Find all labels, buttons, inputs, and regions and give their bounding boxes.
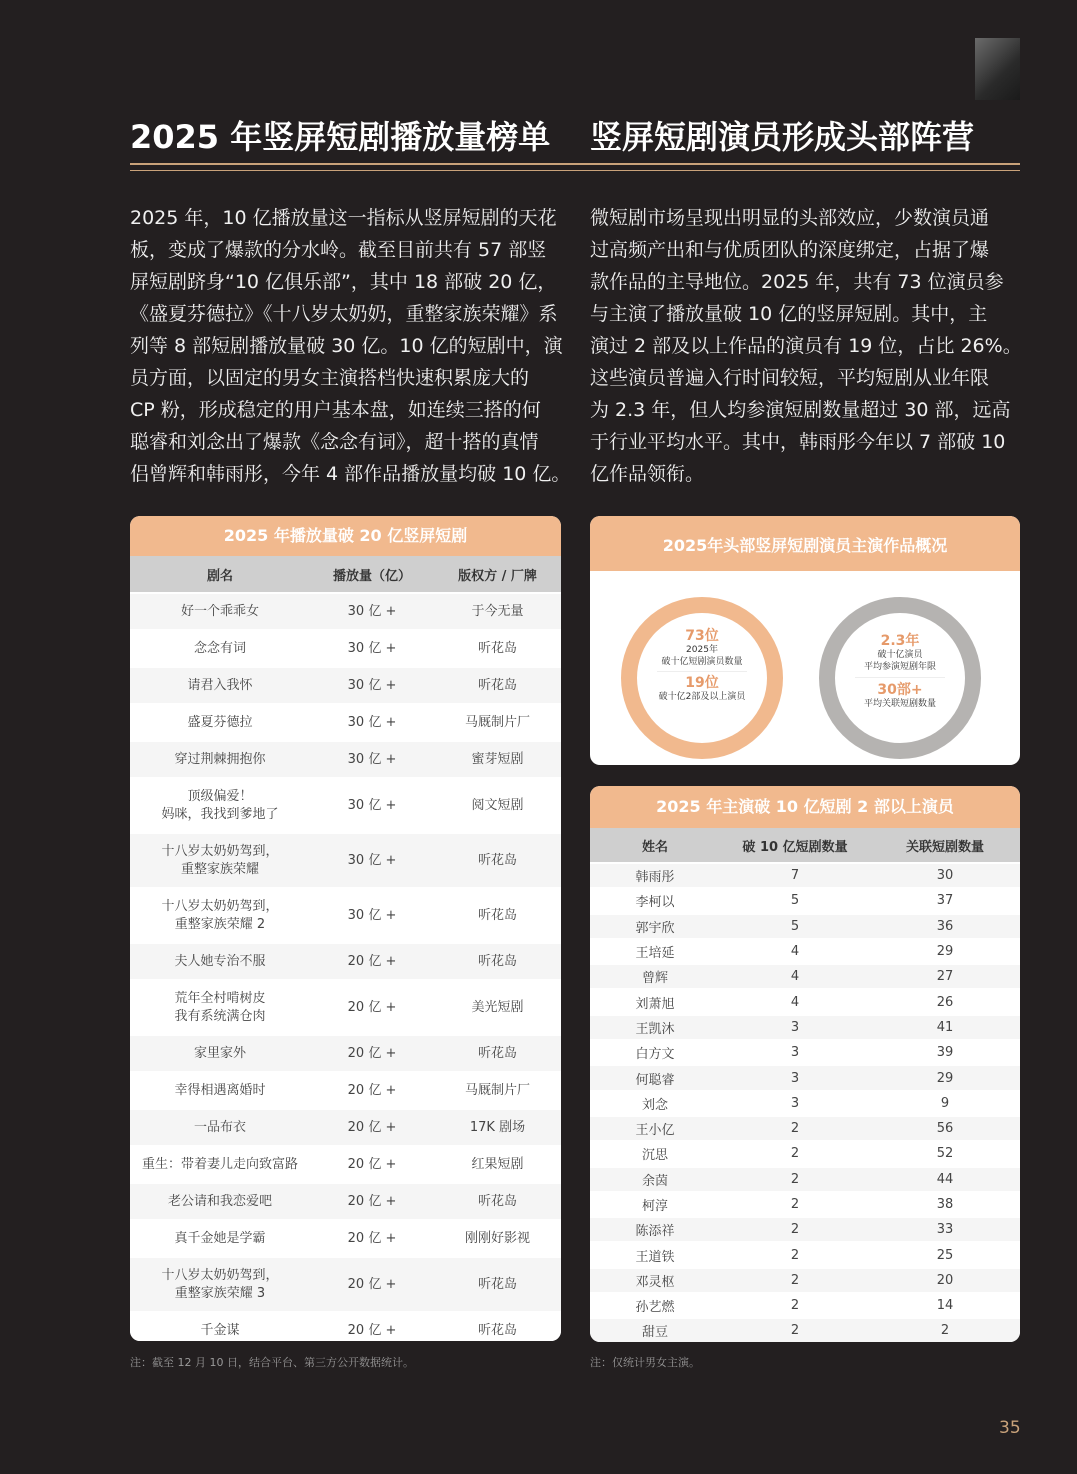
drama-title-line: 念念有词 (193, 640, 246, 656)
actor-hit-count: 3 (720, 1015, 870, 1040)
actor-hit-count: 2 (720, 1192, 870, 1217)
drama-title (130, 1072, 310, 1109)
drama-owner: 听花岛 (434, 943, 561, 980)
table-row (130, 1220, 561, 1257)
paragraph-line: 微短剧市场呈现出明显的头部效应，少数演员通 (590, 207, 990, 229)
table-row (590, 989, 1020, 1014)
drama-owner: 美光短剧 (434, 980, 561, 1035)
paragraph-left (130, 202, 571, 490)
drama-title (130, 980, 310, 1035)
drama-owner: 马厩制片厂 (434, 704, 561, 741)
drama-owner: 听花岛 (434, 888, 561, 943)
drama-views: 30 亿 + (310, 833, 434, 888)
drama-title-line: 重生：带着妻儿走向致富路 (141, 1156, 298, 1172)
drama-title (130, 704, 310, 741)
actor-related-count: 30 (870, 863, 1020, 888)
actor-related-count: 9 (870, 1091, 1020, 1116)
drama-title-line: 真千金她是学霸 (174, 1230, 266, 1246)
drama-title-line: 妈咪，我找到爹地了 (161, 806, 279, 822)
drama-title-line: 荒年全村啃树皮 (174, 990, 266, 1006)
actor-related-count: 39 (870, 1040, 1020, 1065)
table-row (590, 1065, 1020, 1090)
table-row (590, 1091, 1020, 1116)
actors-table-card (590, 786, 1020, 1342)
table-row (590, 1268, 1020, 1293)
table-row (130, 1035, 561, 1072)
actor-hit-count: 7 (720, 863, 870, 888)
drama-owner: 听花岛 (434, 667, 561, 704)
paragraph-line: 聪睿和刘念出了爆款《念念有词》，超十搭的真情 (130, 431, 539, 453)
actor-related-count: 27 (870, 964, 1020, 989)
paragraph-line: 于行业平均水平。其中，韩雨彤今年以 7 部破 10 (590, 431, 1006, 453)
drama-title-line: 盛夏芬德拉 (187, 714, 253, 730)
drama-title-line: 十八岁太奶奶驾到， (161, 843, 279, 859)
paragraph-line: 为 2.3 年，但人均参演短剧数量超过 30 部，远高 (590, 399, 1011, 421)
drama-owner: 17K 剧场 (434, 1109, 561, 1146)
paragraph-right (590, 202, 1022, 490)
views-table (130, 556, 561, 1341)
drama-title-line: 请君入我怀 (187, 677, 253, 693)
drama-title (130, 1257, 310, 1312)
actor-hit-count: 5 (720, 914, 870, 939)
actor-hit-count: 2 (720, 1268, 870, 1293)
paragraph-line: CP 粉，形成稳定的用户基本盘，如连续三搭的何 (130, 399, 541, 421)
page-number: 35 (999, 1418, 1021, 1438)
table-row (590, 964, 1020, 989)
table-row (130, 833, 561, 888)
drama-owner: 听花岛 (434, 630, 561, 667)
table-row (590, 1293, 1020, 1318)
multi-actors-value: 19位 (685, 675, 719, 691)
drama-owner: 听花岛 (434, 1312, 561, 1341)
actors-count-label-year: 2025年 (686, 645, 718, 655)
table-row (590, 939, 1020, 964)
drama-title (130, 741, 310, 778)
drama-title (130, 1312, 310, 1341)
table-row (590, 1318, 1020, 1342)
drama-views: 30 亿 + (310, 704, 434, 741)
actor-hit-count: 3 (720, 1040, 870, 1065)
heading-right: 竖屏短剧演员形成头部阵营 (590, 118, 975, 156)
actors-table (590, 828, 1020, 1342)
paragraph-line: 与主演了播放量破 10 亿的竖屏短剧。其中，主 (590, 303, 988, 325)
tenure-label-b: 平均参演短剧年限 (863, 662, 936, 672)
corner-decoration (975, 38, 1020, 100)
paragraph-line: 这些演员普遍入行时间较短，平均短剧从业年限 (590, 367, 990, 389)
actor-name: 余茵 (590, 1167, 720, 1192)
actor-related-count: 38 (870, 1192, 1020, 1217)
drama-title-line: 千金谋 (200, 1323, 240, 1338)
table-row (590, 863, 1020, 888)
table-row (130, 943, 561, 980)
table-row (590, 1167, 1020, 1192)
actors-table-note: 注：仅统计男女主演。 (590, 1356, 700, 1369)
table-row (590, 888, 1020, 913)
drama-title-line: 我有系统满仓肉 (174, 1008, 266, 1024)
drama-owner: 听花岛 (434, 1257, 561, 1312)
col-header-views: 播放量（亿） (310, 556, 434, 593)
table-row (590, 1141, 1020, 1166)
drama-owner: 听花岛 (434, 833, 561, 888)
table-row (130, 778, 561, 833)
drama-views: 20 亿 + (310, 1183, 434, 1220)
paragraph-line: 亿作品领衔。 (590, 463, 705, 485)
drama-title (130, 778, 310, 833)
col-header-related: 关联短剧数量 (870, 828, 1020, 863)
drama-owner: 马厩制片厂 (434, 1072, 561, 1109)
drama-views: 30 亿 + (310, 741, 434, 778)
drama-views: 30 亿 + (310, 888, 434, 943)
drama-views: 20 亿 + (310, 1146, 434, 1183)
actors-count-label: 破十亿短剧演员数量 (661, 657, 743, 667)
table-row (590, 1192, 1020, 1217)
drama-title (130, 833, 310, 888)
drama-views: 20 亿 + (310, 1072, 434, 1109)
drama-title-line: 十八岁太奶奶驾到， (161, 1267, 279, 1283)
table-row (130, 704, 561, 741)
drama-title-line: 老公请和我恋爱吧 (167, 1193, 272, 1209)
actor-related-count: 33 (870, 1217, 1020, 1242)
related-dramas-value: 30部+ (877, 682, 923, 698)
drama-owner: 于今无量 (434, 593, 561, 630)
heading-left: 2025 年竖屏短剧播放量榜单 (130, 118, 551, 156)
actor-related-count: 25 (870, 1242, 1020, 1267)
drama-views: 30 亿 + (310, 593, 434, 630)
drama-title-line: 重整家族荣耀 (180, 861, 259, 877)
drama-views: 20 亿 + (310, 1220, 434, 1257)
tenure-label-a: 破十亿演员 (877, 650, 923, 660)
table-row (590, 1116, 1020, 1141)
related-dramas-label: 平均关联短剧数量 (863, 699, 936, 709)
actor-related-count: 52 (870, 1141, 1020, 1166)
actor-name: 刘萧旭 (590, 989, 720, 1014)
drama-title-line: 穿过荆棘拥抱你 (174, 751, 266, 767)
col-header-name: 姓名 (590, 828, 720, 863)
table-row (130, 1146, 561, 1183)
table-row (130, 1257, 561, 1312)
drama-title-line: 十八岁太奶奶驾到， (161, 898, 279, 914)
actor-name: 王小亿 (590, 1116, 720, 1141)
drama-views: 20 亿 + (310, 1312, 434, 1341)
paragraph-line: 《盛夏芬德拉》《十八岁太奶奶，重整家族荣耀》系 (130, 303, 558, 325)
actor-hit-count: 3 (720, 1091, 870, 1116)
actor-hit-count: 2 (720, 1293, 870, 1318)
heading-rule-top (130, 163, 1020, 165)
actor-hit-count: 3 (720, 1065, 870, 1090)
table-row (130, 980, 561, 1035)
views-table-note: 注：截至 12 月 10 日，结合平台、第三方公开数据统计。 (130, 1356, 414, 1369)
drama-views: 20 亿 + (310, 1257, 434, 1312)
actor-related-count: 29 (870, 1065, 1020, 1090)
actor-hit-count: 2 (720, 1242, 870, 1267)
drama-title-line: 重整家族荣耀 2 (174, 916, 266, 932)
overview-card (590, 516, 1020, 765)
actor-name: 孙艺燃 (590, 1293, 720, 1318)
actors-table-title: 2025 年主演破 10 亿短剧 2 部以上演员 (590, 786, 1020, 828)
drama-views: 30 亿 + (310, 667, 434, 704)
drama-title (130, 1220, 310, 1257)
actor-related-count: 26 (870, 989, 1020, 1014)
drama-title (130, 1035, 310, 1072)
actor-name: 郭宇欣 (590, 914, 720, 939)
drama-owner: 阅文短剧 (434, 778, 561, 833)
views-table-title: 2025 年播放量破 20 亿竖屏短剧 (130, 516, 561, 556)
actor-related-count: 56 (870, 1116, 1020, 1141)
overview-title: 2025年头部竖屏短剧演员主演作品概况 (590, 516, 1020, 571)
col-header-owner: 版权方 / 厂牌 (434, 556, 561, 593)
table-row (130, 1109, 561, 1146)
actor-hit-count: 2 (720, 1116, 870, 1141)
table-row (130, 593, 561, 630)
tenure-value: 2.3年 (880, 633, 920, 649)
drama-owner: 听花岛 (434, 1183, 561, 1220)
actor-name: 王凯沐 (590, 1015, 720, 1040)
actor-hit-count: 2 (720, 1141, 870, 1166)
table-row (130, 630, 561, 667)
actor-related-count: 44 (870, 1167, 1020, 1192)
actor-related-count: 20 (870, 1268, 1020, 1293)
table-row (590, 1217, 1020, 1242)
drama-views: 20 亿 + (310, 943, 434, 980)
heading-rule-bottom (130, 170, 1020, 171)
col-header-hits: 破 10 亿短剧数量 (720, 828, 870, 863)
drama-title (130, 1109, 310, 1146)
actors-count-value: 73位 (685, 628, 719, 644)
table-row (130, 667, 561, 704)
drama-owner: 红果短剧 (434, 1146, 561, 1183)
actor-name: 刘念 (590, 1091, 720, 1116)
paragraph-line: 员方面，以固定的男女主演搭档快速积累庞大的 (130, 367, 530, 389)
drama-title (130, 593, 310, 630)
actor-hit-count: 4 (720, 989, 870, 1014)
table-row (130, 1072, 561, 1109)
actor-hit-count: 5 (720, 888, 870, 913)
actor-name: 王培延 (590, 939, 720, 964)
actor-related-count: 29 (870, 939, 1020, 964)
actor-name: 白方文 (590, 1040, 720, 1065)
drama-title-line: 夫人她专治不服 (174, 953, 266, 969)
paragraph-line: 侣曾辉和韩雨彤，今年 4 部作品播放量均破 10 亿。 (130, 463, 571, 485)
views-table-card (130, 516, 561, 1341)
paragraph-line: 2025 年，10 亿播放量这一指标从竖屏短剧的天花 (130, 207, 557, 229)
table-row (130, 888, 561, 943)
drama-owner: 蜜芽短剧 (434, 741, 561, 778)
actor-related-count: 37 (870, 888, 1020, 913)
actor-hit-count: 4 (720, 939, 870, 964)
paragraph-line: 板，变成了爆款的分水岭。截至目前共有 57 部竖 (130, 239, 547, 261)
actor-related-count: 41 (870, 1015, 1020, 1040)
col-header-title: 剧名 (130, 556, 310, 593)
drama-title (130, 888, 310, 943)
actor-name: 沉思 (590, 1141, 720, 1166)
paragraph-line: 列等 8 部短剧播放量破 30 亿。10 亿的短剧中，演 (130, 335, 563, 357)
drama-title-line: 好一个乖乖女 (180, 603, 259, 619)
actors-ring (621, 597, 783, 759)
drama-title (130, 667, 310, 704)
actor-related-count: 2 (870, 1318, 1020, 1342)
drama-title (130, 943, 310, 980)
drama-title-line: 顶级偏爱！ (187, 788, 253, 804)
drama-views: 30 亿 + (310, 778, 434, 833)
actor-name: 甜豆 (590, 1318, 720, 1342)
actor-name: 邓灵枢 (590, 1268, 720, 1293)
table-row (130, 1312, 561, 1341)
drama-title (130, 1146, 310, 1183)
paragraph-line: 款作品的主导地位。2025 年，共有 73 位演员参 (590, 271, 1004, 293)
table-row (130, 1183, 561, 1220)
drama-views: 20 亿 + (310, 980, 434, 1035)
drama-title-line: 家里家外 (193, 1045, 246, 1061)
drama-views: 30 亿 + (310, 630, 434, 667)
drama-title-line: 一品布衣 (193, 1119, 246, 1135)
actor-related-count: 14 (870, 1293, 1020, 1318)
drama-owner: 刚刚好影视 (434, 1220, 561, 1257)
actor-name: 何聪睿 (590, 1065, 720, 1090)
table-row (590, 914, 1020, 939)
paragraph-line: 屏短剧跻身“10 亿俱乐部”，其中 18 部破 20 亿， (130, 271, 557, 293)
drama-title-line: 幸得相遇离婚时 (174, 1082, 266, 1098)
paragraph-line: 演过 2 部及以上作品的演员有 19 位，占比 26%。 (590, 335, 1022, 357)
drama-title (130, 1183, 310, 1220)
actor-hit-count: 2 (720, 1167, 870, 1192)
actor-name: 王道铁 (590, 1242, 720, 1267)
table-row (130, 741, 561, 778)
actor-related-count: 36 (870, 914, 1020, 939)
actor-name: 韩雨彤 (590, 863, 720, 888)
multi-actors-label: 破十亿2部及以上演员 (658, 692, 746, 702)
drama-views: 20 亿 + (310, 1109, 434, 1146)
drama-title-line: 重整家族荣耀 3 (174, 1285, 266, 1301)
actor-name: 李柯以 (590, 888, 720, 913)
actor-hit-count: 4 (720, 964, 870, 989)
table-row (590, 1015, 1020, 1040)
drama-owner: 听花岛 (434, 1035, 561, 1072)
table-row (590, 1040, 1020, 1065)
paragraph-line: 过高频产出和与优质团队的深度绑定，占据了爆 (590, 239, 990, 261)
actor-name: 曾辉 (590, 964, 720, 989)
drama-views: 20 亿 + (310, 1035, 434, 1072)
actor-name: 陈添祥 (590, 1217, 720, 1242)
tenure-ring (819, 597, 981, 759)
actor-hit-count: 2 (720, 1318, 870, 1342)
table-row (590, 1242, 1020, 1267)
drama-title (130, 630, 310, 667)
actor-name: 柯淳 (590, 1192, 720, 1217)
actor-hit-count: 2 (720, 1217, 870, 1242)
